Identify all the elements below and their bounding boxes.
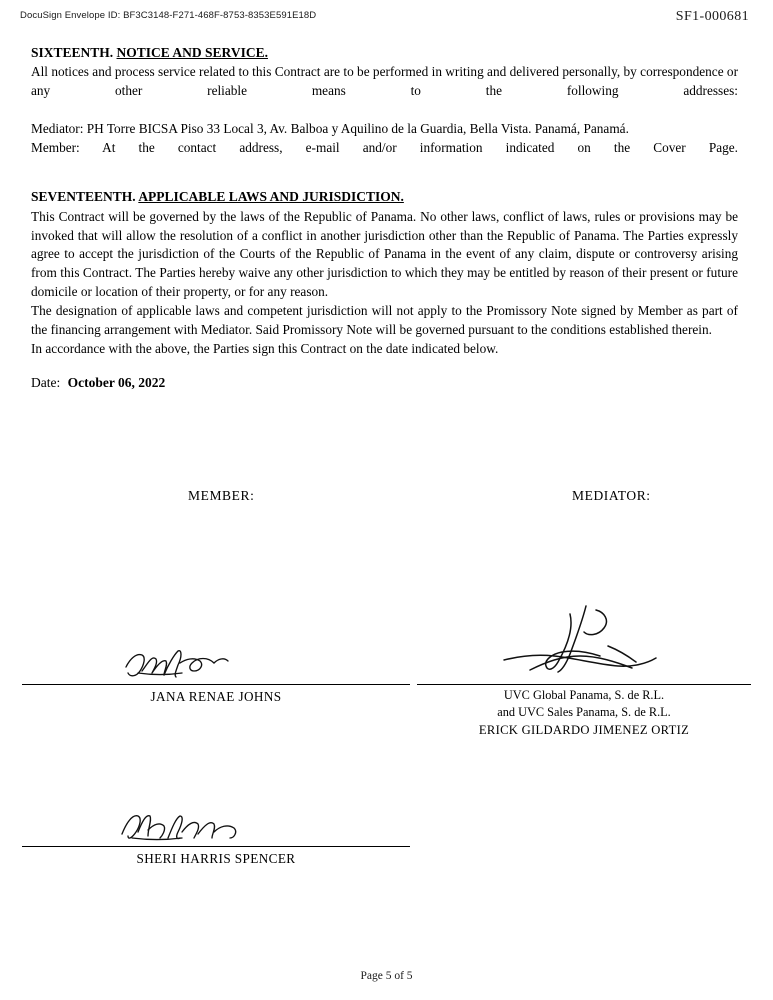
member-secondary-signature-line: [22, 846, 410, 847]
clause-16-paragraph-2: Mediator: PH Torre BICSA Piso 33 Local 3, Av. Balboa y Aquilino de la Guardia, Bella Vista. Panamá, Panamá.: [31, 120, 629, 136]
signing-date-row: [31, 375, 165, 391]
clause-spacer: [31, 176, 738, 188]
page-footer: Page 5 of 5: [360, 970, 413, 982]
signature-labels: [0, 488, 773, 508]
member-secondary-name: SHERI HARRIS SPENCER: [136, 851, 296, 866]
mediator-entity-line-1: UVC Global Panama, S. de R.L.: [503, 688, 665, 702]
mediator-column-label: MEDIATOR:: [572, 488, 651, 503]
mediator-signature-line: [417, 684, 751, 685]
member-primary-signature-mark: [120, 645, 232, 681]
member-primary-signature-line: [22, 684, 410, 685]
document-body: [31, 44, 738, 359]
clause-17-paragraph-3: In accordance with the above, the Parties sign this Contract on the date indicated below.: [31, 340, 499, 356]
clause-16-heading: [31, 44, 738, 62]
member-column-label: MEMBER:: [188, 488, 255, 503]
member-secondary-signature-mark: [118, 808, 242, 844]
clause-17-heading: [31, 188, 738, 206]
bates-stamp-code: SF1-000681: [675, 9, 749, 24]
mediator-entity-block: [417, 687, 751, 739]
clause-16-number: SIXTEENTH.: [31, 45, 114, 60]
mediator-entity-line-2: and UVC Sales Panama, S. de R.L.: [497, 704, 671, 719]
member-primary-name: JANA RENAE JOHNS: [150, 689, 282, 704]
clause-17-title: APPLICABLE LAWS AND JURISDICTION.: [138, 189, 404, 205]
mediator-signature-mark: [500, 600, 675, 685]
docusign-envelope-id: DocuSign Envelope ID: BF3C3148-F271-468F-8753-8353E591E18D: [20, 10, 317, 21]
date-label: Date:: [31, 375, 61, 390]
clause-17-paragraph-1: This Contract will be governed by the laws of the Republic of Panama. No other laws, conflict of laws, rules or provisions may be invoked that will allow the resolution of a conflict in another jurisdiction other than the Republic of Panama. The Parties expressly agree to accept the jurisdiction of the Courts of the Republic of Panama in the event of any claim, dispute or controversy arising from this Contract. The Parties hereby waive any other jurisdiction to which they may be entitled by reason of their present or future domicile or location of their property, or for any reason.: [31, 208, 738, 300]
date-value: October 06, 2022: [67, 375, 166, 390]
mediator-representative-name: ERICK GILDARDO JIMENEZ ORTIZ: [478, 723, 690, 738]
clause-16-paragraph-3: Member: At the contact address, e-mail and/or information indicated on the Cover Page.: [31, 139, 738, 155]
clause-17-number: SEVENTEENTH.: [31, 189, 136, 205]
clause-16-title: NOTICE AND SERVICE.: [116, 45, 268, 60]
clause-17-paragraph-2: The designation of applicable laws and competent jurisdiction will not apply to the Promissory Note signed by Member as part of the financing arrangement with Mediator. Said Promissory Note will be governed pursuant to the conditions established therein.: [31, 303, 738, 337]
clause-16-paragraph-1: All notices and process service related to this Contract are to be performed in writing and delivered personally, by correspondence or any other reliable means to the following addresses:: [31, 64, 738, 99]
